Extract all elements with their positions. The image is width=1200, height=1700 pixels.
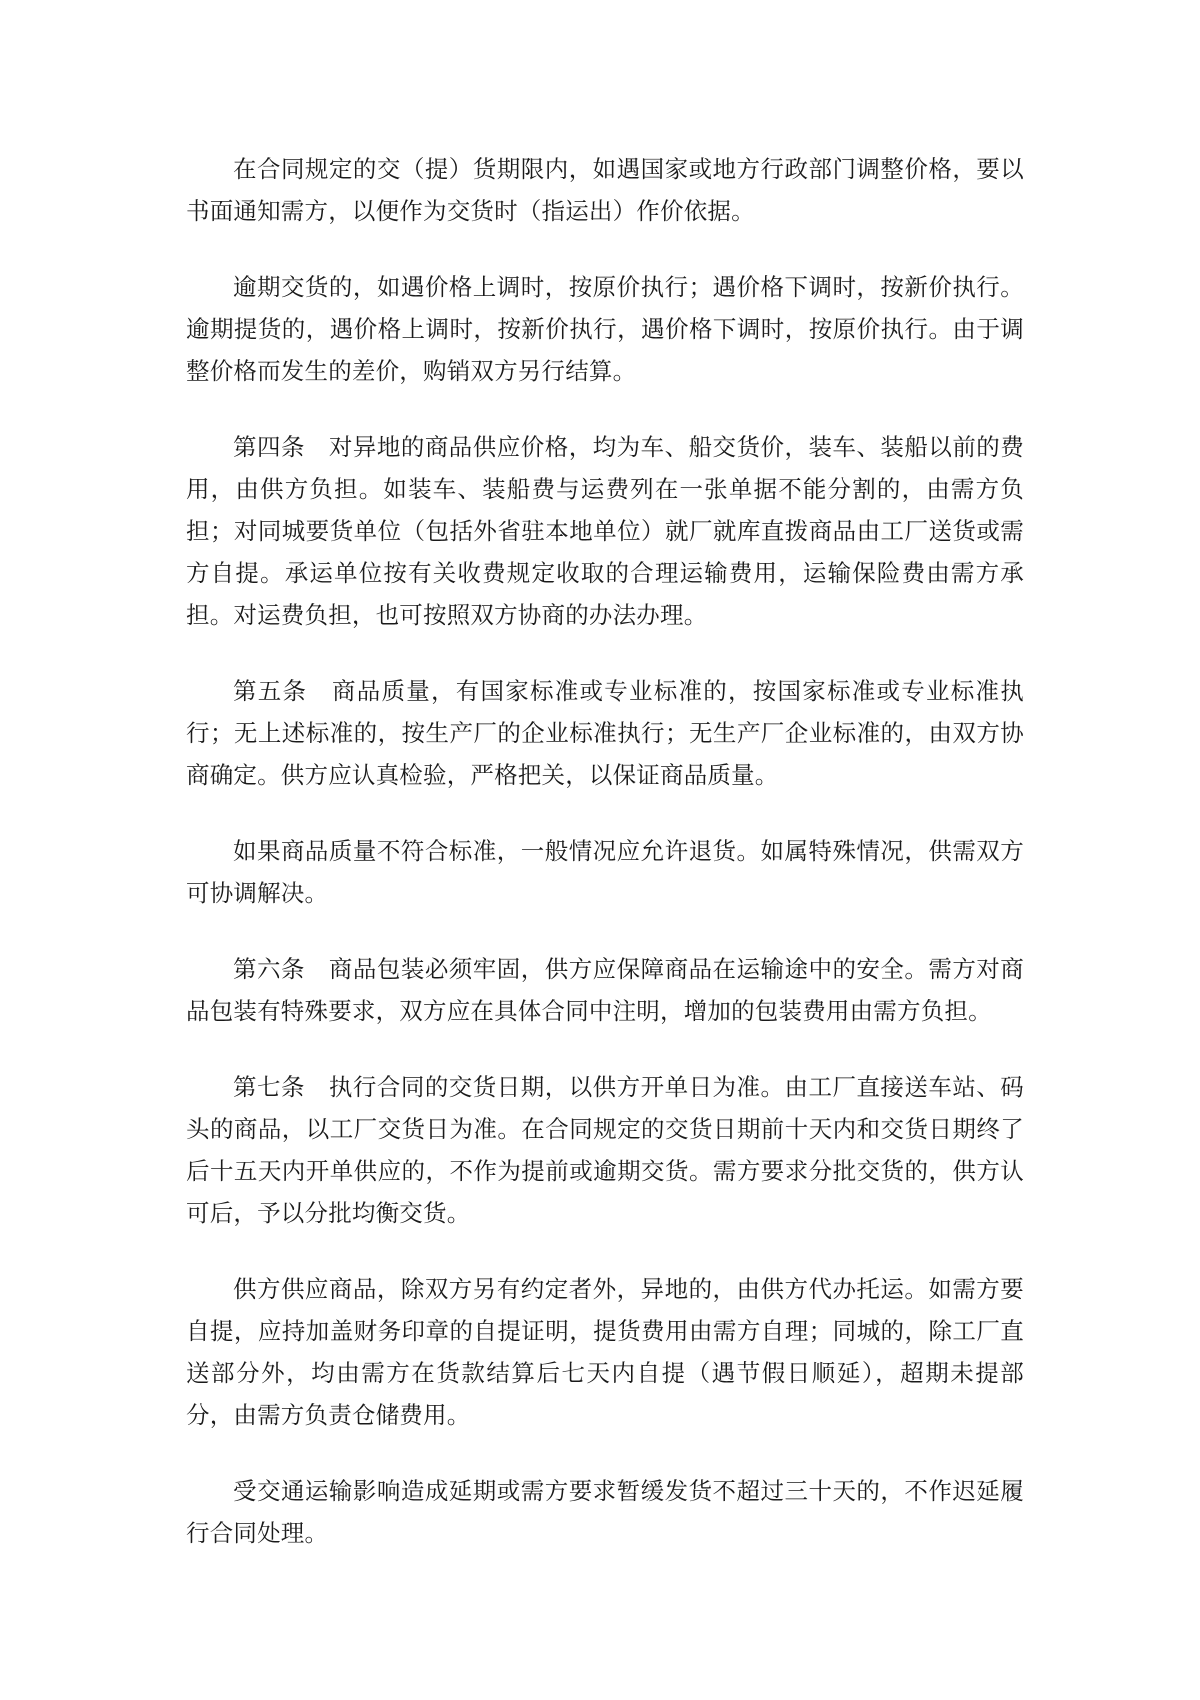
paragraph-transport-delay: 受交通运输影响造成延期或需方要求暂缓发货不超过三十天的，不作迟延履行合同处理。 — [186, 1477, 1024, 1547]
paragraph-article-4: 第四条 对异地的商品供应价格，均为车、船交货价，装车、装船以前的费用，由供方负担。如装车、装船费与运费列在一张单据不能分割的，由需方负担；对同城要货单位（包括外省驻本地单位）就厂就库直拨商品由工厂送货或需方自提。承运单位按有关收费规定收取的合理运输费用，运输保险费由需方承担。对运费负担，也可按照双方协商的办法办理。 — [186, 433, 1024, 629]
paragraph-overdue-pricing: 逾期交货的，如遇价格上调时，按原价执行；遇价格下调时，按新价执行。逾期提货的，遇价格上调时，按新价执行，遇价格下调时，按原价执行。由于调整价格而发生的差价，购销双方另行结算。 — [186, 273, 1024, 385]
paragraph-quality-return: 如果商品质量不符合标准，一般情况应允许退货。如属特殊情况，供需双方可协调解决。 — [186, 837, 1024, 907]
paragraph-price-adjustment-notice: 在合同规定的交（提）货期限内，如遇国家或地方行政部门调整价格，要以书面通知需方，以便作为交货时（指运出）作价依据。 — [186, 155, 1024, 225]
paragraph-article-7: 第七条 执行合同的交货日期，以供方开单日为准。由工厂直接送车站、码头的商品，以工厂交货日为准。在合同规定的交货日期前十天内和交货日期终了后十五天内开单供应的，不作为提前或逾期交货。需方要求分批交货的，供方认可后，予以分批均衡交货。 — [186, 1073, 1024, 1227]
paragraph-article-5: 第五条 商品质量，有国家标准或专业标准的，按国家标准或专业标准执行；无上述标准的，按生产厂的企业标准执行；无生产厂企业标准的，由双方协商确定。供方应认真检验，严格把关，以保证商品质量。 — [186, 677, 1024, 789]
paragraph-shipping-pickup: 供方供应商品，除双方另有约定者外，异地的，由供方代办托运。如需方要自提，应持加盖财务印章的自提证明，提货费用由需方自理；同城的，除工厂直送部分外，均由需方在货款结算后七天内自提（遇节假日顺延），超期未提部分，由需方负责仓储费用。 — [186, 1275, 1024, 1429]
document-body — [186, 148, 1024, 1588]
paragraph-article-6: 第六条 商品包装必须牢固，供方应保障商品在运输途中的安全。需方对商品包装有特殊要求，双方应在具体合同中注明，增加的包装费用由需方负担。 — [186, 955, 1024, 1025]
